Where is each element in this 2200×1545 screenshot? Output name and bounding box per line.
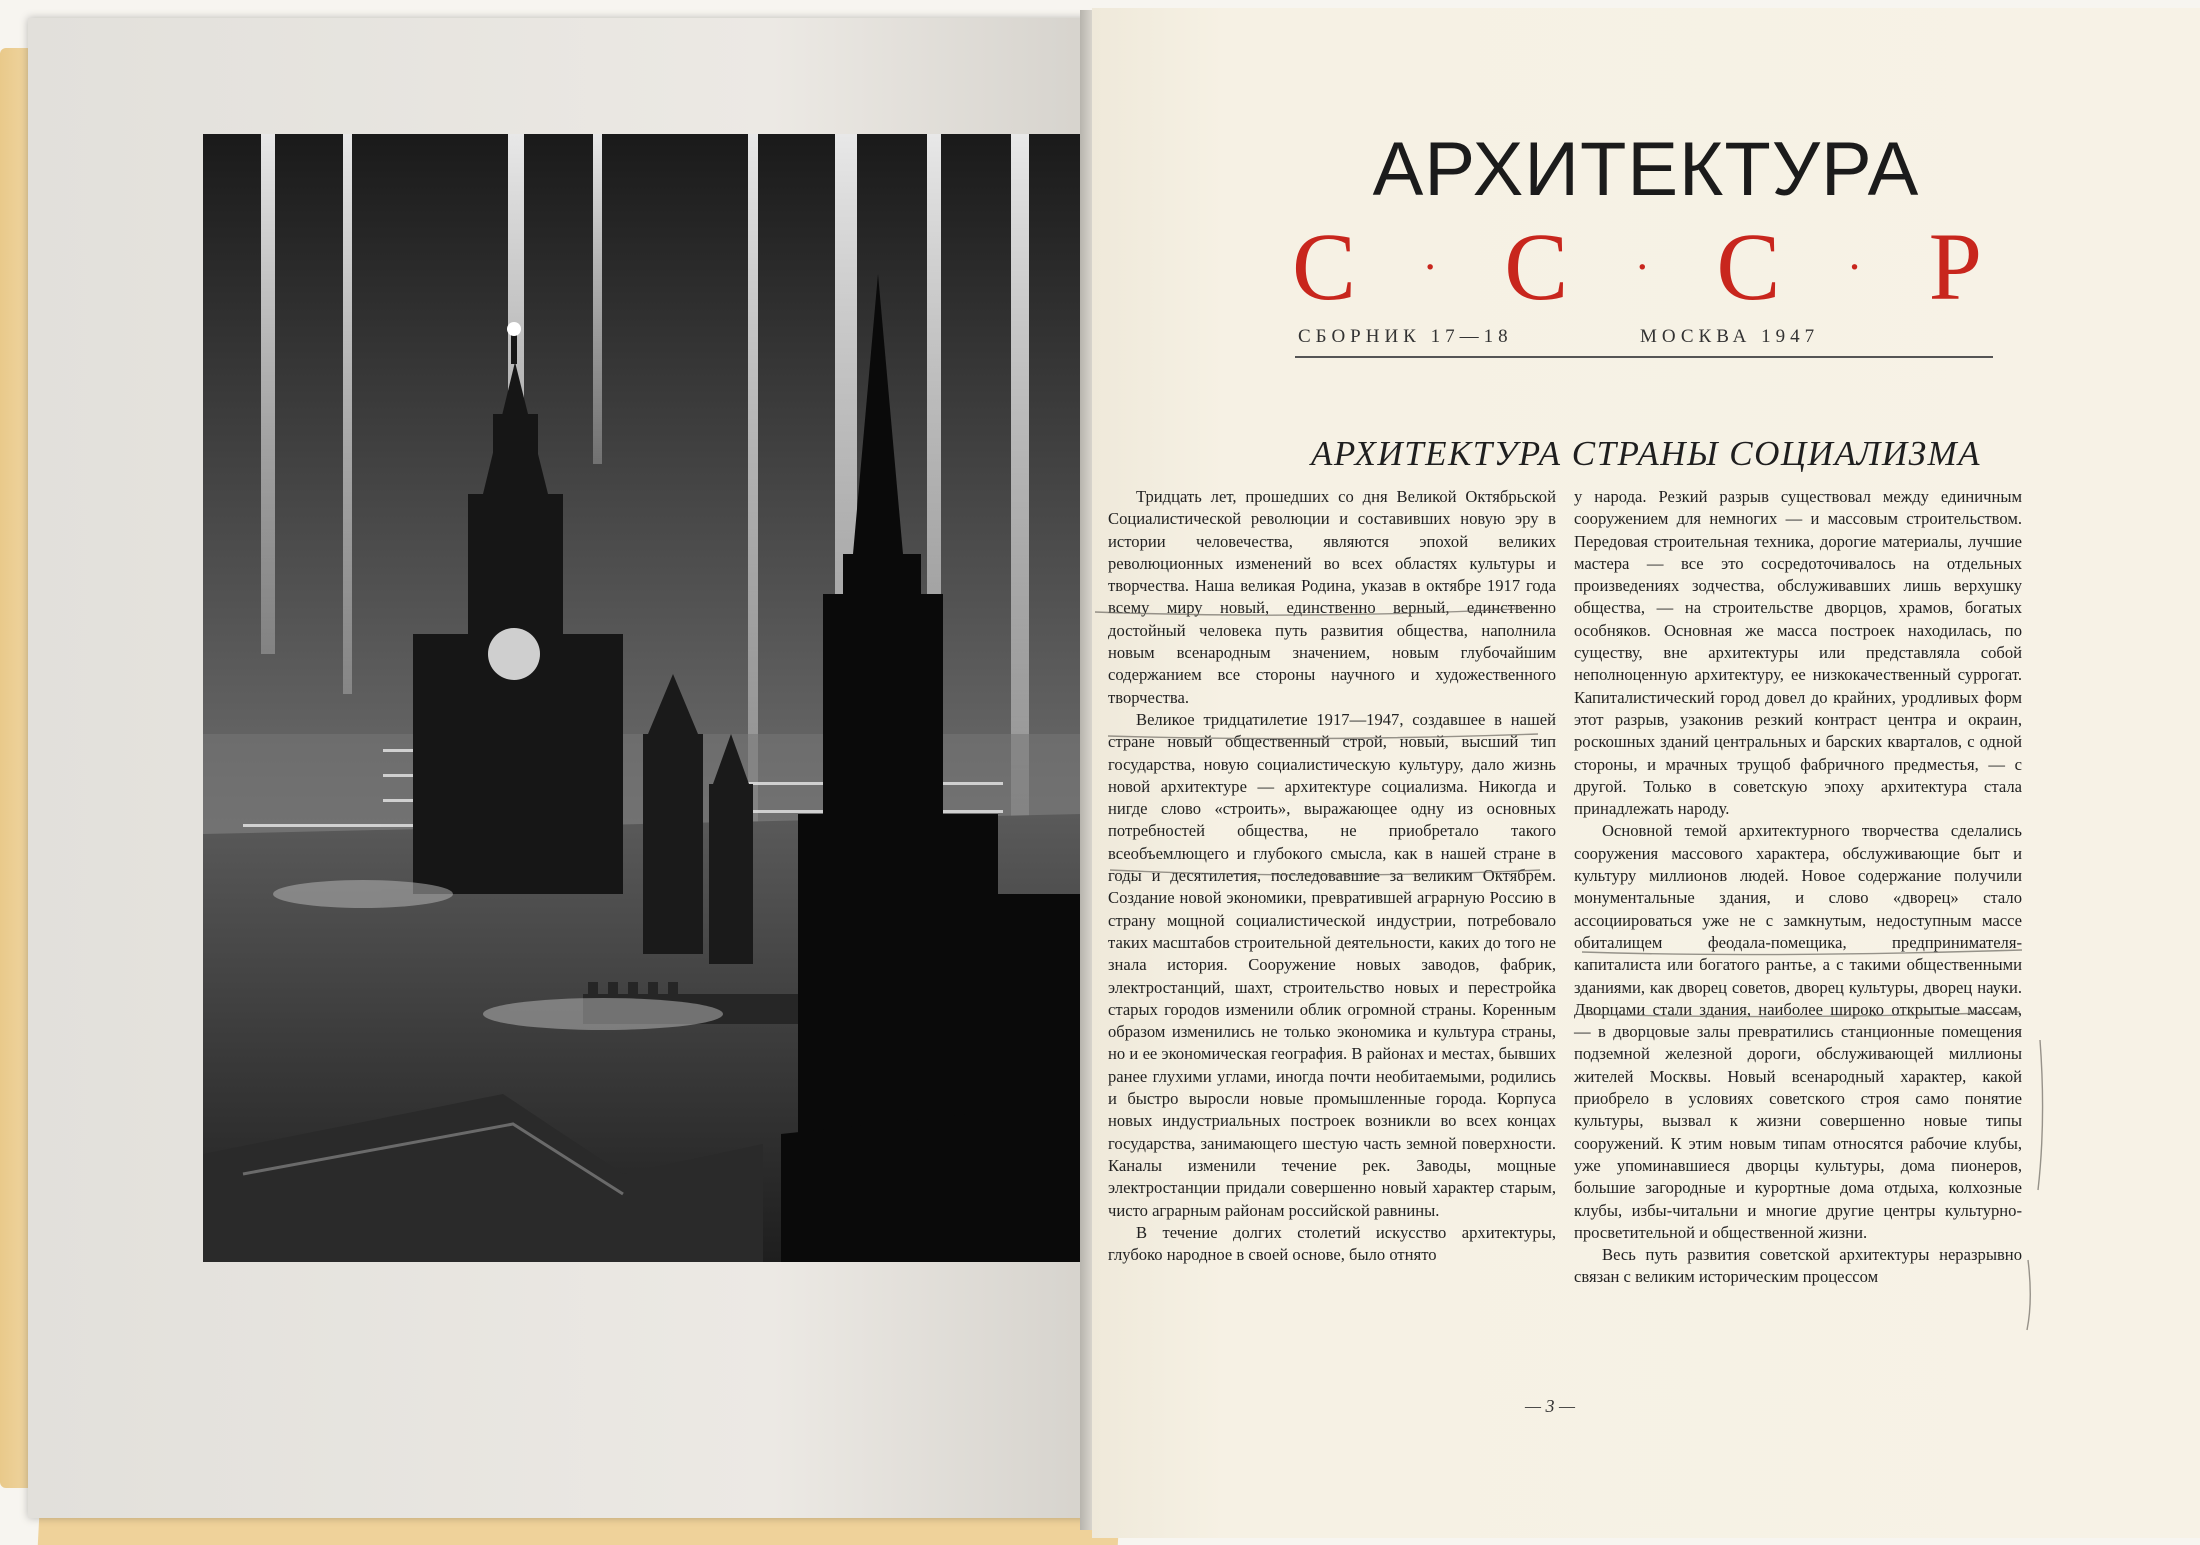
- issue-label: СБОРНИК 17—18: [1298, 326, 1513, 347]
- journal-ussr-letters: [1292, 212, 1982, 320]
- ussr-letter: С: [1504, 212, 1569, 320]
- article-title: АРХИТЕКТУРА СТРАНЫ СОЦИАЛИЗМА: [1311, 434, 1981, 473]
- ussr-letter: С: [1716, 212, 1781, 320]
- paragraph: у народа. Резкий разрыв существовал между единичным сооружением для немногих — и массовым строительством. Передовая строительная техника, дорогие материалы, лучшие мастера — все это сосредоточивалось на отдельных произведениях зодчества, обслуживавших лишь верхушку общества, — на строительстве дворцов, храмов, богатых особняков. Основная же масса построек находилась, по существу, вне архитектуры или представляла собой неполноценную архитектуру, ее низкокачественный суррогат. Капиталистический город довел до крайних, уродливых форм этот разрыв, узаконив резкий контраст центра и окраин, роскошных зданий центральных и барских кварталов, с одной стороны, и мрачных трущоб фабричного предместья, — с другой. Только в советскую эпоху архитектура стала принадлежать народу.: [1574, 487, 2022, 819]
- separator-dot: ·: [1634, 240, 1650, 292]
- ussr-letter: С: [1292, 212, 1357, 320]
- paragraph: Великое тридцатилетие 1917—1947, создавшее в нашей стране новый общественный строй, новый, высший тип государства, новую социалистическую культуру, дало жизнь новой архитектуре — архитектуре социализма. Никогда и нигде слово «строить», выражающее одну из основных потребностей общества, не приобретало такого всеобъемлющего и глубокого смысла, как в нашей стране в годы и десятилетия, последовавшие за великим Октябрем. Создание новой экономики, превратившей аграрную Россию в страну мощной социалистической индустрии, потребовало таких масштабов строительной деятельности, каких до того не знала история. Сооружение новых заводов, фабрик, электростанций, шахт, строительство новых и перестройка старых городов изменили облик огромной страны. Коренным образом изменились не только экономика и культура страны, но и ее экономическая география. В районах и местах, бывших ранее глухими углами, иногда почти необитаемыми, родились и быстро выросли новые промышленные города. Корпуса новых индустриальных построек возникли во всех концах государства, занимающего шестую часть земной поверхности. Каналы изменили течение рек. Заводы, мощные электростанции придали совершенно новый характер старым, чисто аграрным районам российской равнины.: [1108, 709, 1556, 1220]
- text-column-1: [1108, 486, 1556, 1266]
- paragraph: В течение долгих столетий искусство архитектуры, глубоко народное в своей основе, было отнято: [1108, 1222, 1556, 1265]
- paragraph: Весь путь развития советской архитектуры неразрывно связан с великим историческим процессом: [1574, 1245, 2022, 1287]
- paragraph: Тридцать лет, прошедших со дня Великой Октябрьской Социалистической революции и составивших новую эру в истории человечества, являются эпохой великих революционных изменений во всех областях культуры и творчества. Наша великая Родина, указав в октябре 1917 года всему миру новый, единственно верный, единственно достойный человека путь развития общества, наполнила новым всенародным значением, новым глубочайшим содержанием все стороны научного и художественного творчества.: [1108, 487, 1556, 707]
- kremlin-night-photo: [203, 134, 1081, 1262]
- separator-dot: ·: [1422, 240, 1438, 292]
- tower-star: [507, 322, 521, 336]
- masthead-rule: [1295, 356, 1993, 358]
- tower-clock: [488, 628, 540, 680]
- place-year-label: МОСКВА 1947: [1640, 326, 1820, 347]
- left-page: [28, 18, 1090, 1518]
- journal-title: АРХИТЕКТУРА: [1372, 127, 1920, 212]
- separator-dot: ·: [1846, 240, 1863, 292]
- text-column-2: [1574, 486, 2022, 1289]
- ussr-letter: Р: [1928, 212, 1982, 320]
- page-number: — 3 —: [1525, 1396, 1576, 1416]
- paragraph: Основной темой архитектурного творчества сделались сооружения массового характера, обслуживающие быт и культуру миллионов людей. Новое содержание получили монументальные здания, и слово «дворец» стало ассоциироваться уже не с замкнутым, недоступным массе обиталищем феодала-помещика, предпринимателя-капиталиста или богатого рантье, а с такими общественными зданиями, как дворец советов, дворец культуры, дворец науки. Дворцами стали здания, наиболее широко открытые массам, — в дворцовые залы превратились станционные помещения подземной железной дороги, обслуживающей миллионы жителей Москвы. Новый всенародный характер, какой приобрело в условиях советского строя само понятие культуры, вызвал к жизни совершенно новые типы сооружений. К этим новым типам относятся рабочие клубы, уже упоминавшиеся дворцы культуры, дома пионеров, большие загородные и курортные дома отдыха, колхозные клубы, избы-читальни и многие другие центры культурно-просветительной и общественной жизни.: [1574, 821, 2022, 1242]
